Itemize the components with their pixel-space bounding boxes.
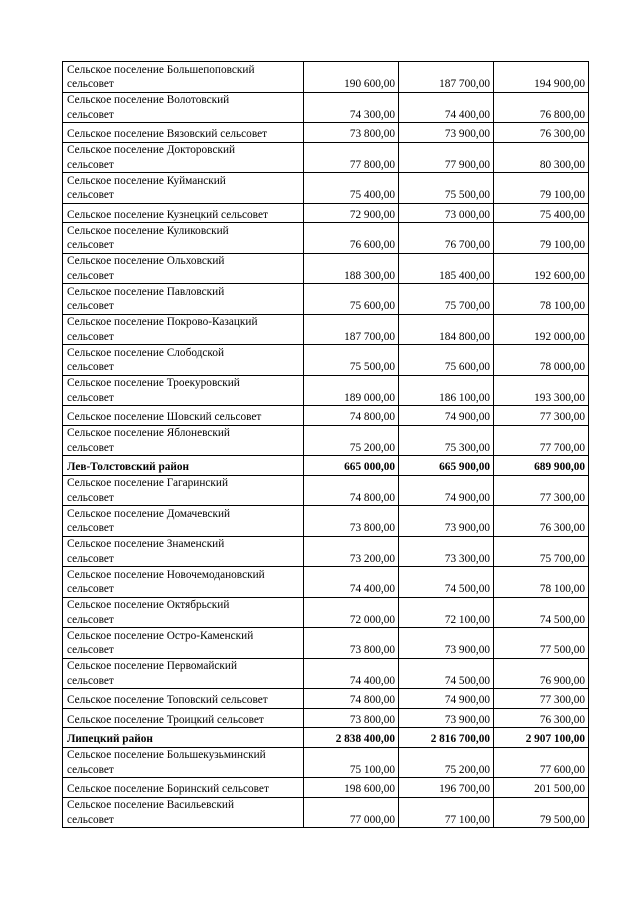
- amount-cell: 77 300,00: [494, 475, 589, 506]
- amount-cell: 75 300,00: [399, 425, 494, 456]
- amount-cell: 665 900,00: [399, 456, 494, 476]
- district-name-cell: [63, 728, 304, 748]
- amount-cell: 2 816 700,00: [399, 728, 494, 748]
- amount-cell: 193 300,00: [494, 375, 589, 406]
- amount-cell: 77 900,00: [399, 142, 494, 173]
- amount-cell: 76 900,00: [494, 658, 589, 689]
- settlement-name-cell: [63, 708, 304, 728]
- amount-cell: 74 400,00: [399, 92, 494, 123]
- amount-cell: 75 600,00: [399, 345, 494, 376]
- settlement-name-cell: [63, 475, 304, 506]
- settlement-name-cell: [63, 173, 304, 204]
- amount-cell: 188 300,00: [304, 253, 399, 284]
- name-line: Сельское поселение Докторовский: [67, 144, 236, 156]
- settlement-name-cell: [63, 506, 304, 537]
- amount-cell: 75 500,00: [304, 345, 399, 376]
- amount-cell: 72 900,00: [304, 203, 399, 223]
- amount-cell: 73 900,00: [399, 708, 494, 728]
- name-line: сельсовет: [67, 300, 114, 312]
- settlement-row: [63, 253, 589, 284]
- name-line: сельсовет: [67, 441, 114, 454]
- name-line: сельсовет: [67, 189, 114, 201]
- amount-cell: 76 300,00: [494, 708, 589, 728]
- name-line: сельсовет: [67, 491, 114, 504]
- settlement-name-cell: [63, 689, 304, 709]
- amount-cell: 187 700,00: [304, 314, 399, 345]
- settlement-row: [63, 284, 589, 315]
- settlement-row: [63, 173, 589, 204]
- amount-cell: 185 400,00: [399, 253, 494, 284]
- amount-cell: 77 700,00: [494, 425, 589, 456]
- amount-cell: 2 907 100,00: [494, 728, 589, 748]
- amount-cell: 201 500,00: [494, 778, 589, 798]
- amount-cell: 184 800,00: [399, 314, 494, 345]
- amount-cell: 74 900,00: [399, 406, 494, 426]
- name-line: сельсовет: [67, 330, 114, 343]
- amount-cell: 74 500,00: [399, 658, 494, 689]
- amount-cell: 74 300,00: [304, 92, 399, 123]
- settlement-row: [63, 375, 589, 406]
- name-line: Сельское поселение Куликовский: [67, 224, 229, 237]
- name-line: сельсовет: [67, 763, 114, 776]
- settlement-row: [63, 689, 589, 709]
- amount-cell: 75 500,00: [399, 173, 494, 204]
- name-line: сельсовет: [67, 239, 114, 251]
- name-line: сельсовет: [67, 613, 114, 626]
- amount-cell: 75 200,00: [399, 747, 494, 778]
- name-line: Сельское поселение Ольховский: [67, 255, 225, 267]
- amount-cell: 75 400,00: [304, 173, 399, 204]
- name-line: Сельское поселение Топовский сельсовет: [67, 694, 268, 706]
- amount-cell: 194 900,00: [494, 62, 589, 93]
- amount-cell: 73 900,00: [399, 123, 494, 143]
- amount-cell: 192 000,00: [494, 314, 589, 345]
- name-line: Сельское поселение Куйманский: [67, 174, 226, 187]
- amount-cell: 73 800,00: [304, 628, 399, 659]
- amount-cell: 74 900,00: [399, 689, 494, 709]
- amount-cell: 190 600,00: [304, 62, 399, 93]
- settlement-row: [63, 747, 589, 778]
- amount-cell: 74 800,00: [304, 689, 399, 709]
- amount-cell: 72 000,00: [304, 597, 399, 628]
- amount-cell: 78 000,00: [494, 345, 589, 376]
- settlement-row: [63, 506, 589, 537]
- name-line: сельсовет: [67, 583, 114, 595]
- name-line: Сельское поселение Новочемодановский: [67, 568, 265, 581]
- name-line: сельсовет: [67, 391, 114, 404]
- settlement-row: [63, 314, 589, 345]
- amount-cell: 77 600,00: [494, 747, 589, 778]
- settlement-name-cell: [63, 536, 304, 567]
- settlement-row: [63, 92, 589, 123]
- amount-cell: 73 800,00: [304, 123, 399, 143]
- amount-cell: 2 838 400,00: [304, 728, 399, 748]
- name-line: Сельское поселение Вязовский сельсовет: [67, 128, 268, 140]
- amount-cell: 75 700,00: [399, 284, 494, 315]
- settlement-name-cell: [63, 345, 304, 376]
- settlement-row: [63, 658, 589, 689]
- allocation-table: [62, 61, 589, 828]
- name-line: сельсовет: [67, 644, 114, 656]
- name-line: Липецкий район: [67, 733, 153, 745]
- amount-cell: 74 900,00: [399, 475, 494, 506]
- name-line: Сельское поселение Шовский сельсовет: [67, 411, 262, 423]
- settlement-name-cell: [63, 253, 304, 284]
- settlement-name-cell: [63, 425, 304, 456]
- amount-cell: 74 500,00: [399, 567, 494, 598]
- settlement-name-cell: [63, 284, 304, 315]
- amount-cell: 73 000,00: [399, 203, 494, 223]
- name-line: сельсовет: [67, 108, 114, 121]
- settlement-name-cell: [63, 62, 304, 93]
- amount-cell: 74 800,00: [304, 406, 399, 426]
- name-line: Сельское поселение Троекуровский: [67, 377, 240, 389]
- amount-cell: 77 300,00: [494, 689, 589, 709]
- settlement-row: [63, 567, 589, 598]
- settlement-name-cell: [63, 406, 304, 426]
- district-total-row: [63, 728, 589, 748]
- settlement-row: [63, 62, 589, 93]
- amount-cell: 192 600,00: [494, 253, 589, 284]
- name-line: Сельское поселение Покрово-Казацкий: [67, 316, 258, 328]
- settlement-name-cell: [63, 375, 304, 406]
- settlement-row: [63, 142, 589, 173]
- amount-cell: 77 100,00: [399, 797, 494, 828]
- amount-cell: 75 100,00: [304, 747, 399, 778]
- amount-cell: 73 900,00: [399, 628, 494, 659]
- amount-cell: 187 700,00: [399, 62, 494, 93]
- amount-cell: 76 300,00: [494, 123, 589, 143]
- settlement-row: [63, 475, 589, 506]
- amount-cell: 76 700,00: [399, 223, 494, 254]
- settlement-row: [63, 203, 589, 223]
- amount-cell: 74 400,00: [304, 567, 399, 598]
- name-line: Сельское поселение Троицкий сельсовет: [67, 713, 264, 726]
- settlement-row: [63, 345, 589, 376]
- settlement-row: [63, 425, 589, 456]
- name-line: Сельское поселение Яблоневский: [67, 427, 230, 439]
- settlement-name-cell: [63, 92, 304, 123]
- amount-cell: 689 900,00: [494, 456, 589, 476]
- name-line: Сельское поселение Кузнецкий сельсовет: [67, 208, 268, 221]
- amount-cell: 78 100,00: [494, 284, 589, 315]
- amount-cell: 72 100,00: [399, 597, 494, 628]
- settlement-row: [63, 536, 589, 567]
- amount-cell: 73 300,00: [399, 536, 494, 567]
- amount-cell: 77 500,00: [494, 628, 589, 659]
- settlement-row: [63, 406, 589, 426]
- name-line: Сельское поселение Домачевский: [67, 507, 231, 520]
- settlement-row: [63, 708, 589, 728]
- name-line: Сельское поселение Слободской: [67, 346, 225, 359]
- name-line: сельсовет: [67, 522, 114, 534]
- amount-cell: 74 400,00: [304, 658, 399, 689]
- amount-cell: 76 800,00: [494, 92, 589, 123]
- settlement-row: [63, 123, 589, 143]
- settlement-row: [63, 778, 589, 798]
- amount-cell: 79 100,00: [494, 223, 589, 254]
- name-line: сельсовет: [67, 674, 114, 687]
- settlement-name-cell: [63, 314, 304, 345]
- amount-cell: 186 100,00: [399, 375, 494, 406]
- settlement-row: [63, 797, 589, 828]
- name-line: Сельское поселение Знаменский: [67, 538, 225, 550]
- name-line: Сельское поселение Октябрьский: [67, 599, 230, 611]
- settlement-name-cell: [63, 597, 304, 628]
- amount-cell: 75 400,00: [494, 203, 589, 223]
- amount-cell: 77 300,00: [494, 406, 589, 426]
- name-line: Сельское поселение Гагаринский: [67, 477, 228, 489]
- settlement-name-cell: [63, 203, 304, 223]
- amount-cell: 73 800,00: [304, 708, 399, 728]
- settlement-row: [63, 597, 589, 628]
- amount-cell: 73 800,00: [304, 506, 399, 537]
- name-line: Сельское поселение Первомайский: [67, 660, 237, 672]
- amount-cell: 77 000,00: [304, 797, 399, 828]
- settlement-name-cell: [63, 747, 304, 778]
- name-line: Сельское поселение Павловский: [67, 285, 225, 298]
- amount-cell: 74 500,00: [494, 597, 589, 628]
- name-line: Сельское поселение Большекузьминский: [67, 749, 266, 761]
- amount-cell: 79 100,00: [494, 173, 589, 204]
- amount-cell: 189 000,00: [304, 375, 399, 406]
- name-line: Сельское поселение Большепоповский: [67, 63, 255, 76]
- name-line: Сельское поселение Васильевский: [67, 799, 235, 811]
- name-line: сельсовет: [67, 78, 114, 90]
- settlement-name-cell: [63, 797, 304, 828]
- settlement-row: [63, 628, 589, 659]
- name-line: сельсовет: [67, 269, 114, 282]
- amount-cell: 73 200,00: [304, 536, 399, 567]
- allocation-table-body: [63, 62, 589, 828]
- name-line: сельсовет: [67, 361, 114, 373]
- settlement-name-cell: [63, 628, 304, 659]
- amount-cell: 76 300,00: [494, 506, 589, 537]
- amount-cell: 77 800,00: [304, 142, 399, 173]
- settlement-name-cell: [63, 778, 304, 798]
- settlement-name-cell: [63, 123, 304, 143]
- amount-cell: 78 100,00: [494, 567, 589, 598]
- name-line: сельсовет: [67, 158, 114, 171]
- amount-cell: 73 900,00: [399, 506, 494, 537]
- district-name-cell: [63, 456, 304, 476]
- name-line: Сельское поселение Волотовский: [67, 94, 230, 106]
- settlement-name-cell: [63, 658, 304, 689]
- name-line: Сельское поселение Остро-Каменский: [67, 629, 254, 642]
- district-total-row: [63, 456, 589, 476]
- name-line: Лев-Толстовский район: [67, 461, 190, 473]
- amount-cell: 79 500,00: [494, 797, 589, 828]
- settlement-row: [63, 223, 589, 254]
- amount-cell: 75 200,00: [304, 425, 399, 456]
- amount-cell: 74 800,00: [304, 475, 399, 506]
- amount-cell: 198 600,00: [304, 778, 399, 798]
- amount-cell: 75 600,00: [304, 284, 399, 315]
- name-line: сельсовет: [67, 813, 114, 826]
- amount-cell: 196 700,00: [399, 778, 494, 798]
- amount-cell: 80 300,00: [494, 142, 589, 173]
- amount-cell: 665 000,00: [304, 456, 399, 476]
- name-line: сельсовет: [67, 552, 114, 565]
- amount-cell: 76 600,00: [304, 223, 399, 254]
- settlement-name-cell: [63, 142, 304, 173]
- name-line: Сельское поселение Боринский сельсовет: [67, 783, 269, 795]
- settlement-name-cell: [63, 567, 304, 598]
- amount-cell: 75 700,00: [494, 536, 589, 567]
- settlement-name-cell: [63, 223, 304, 254]
